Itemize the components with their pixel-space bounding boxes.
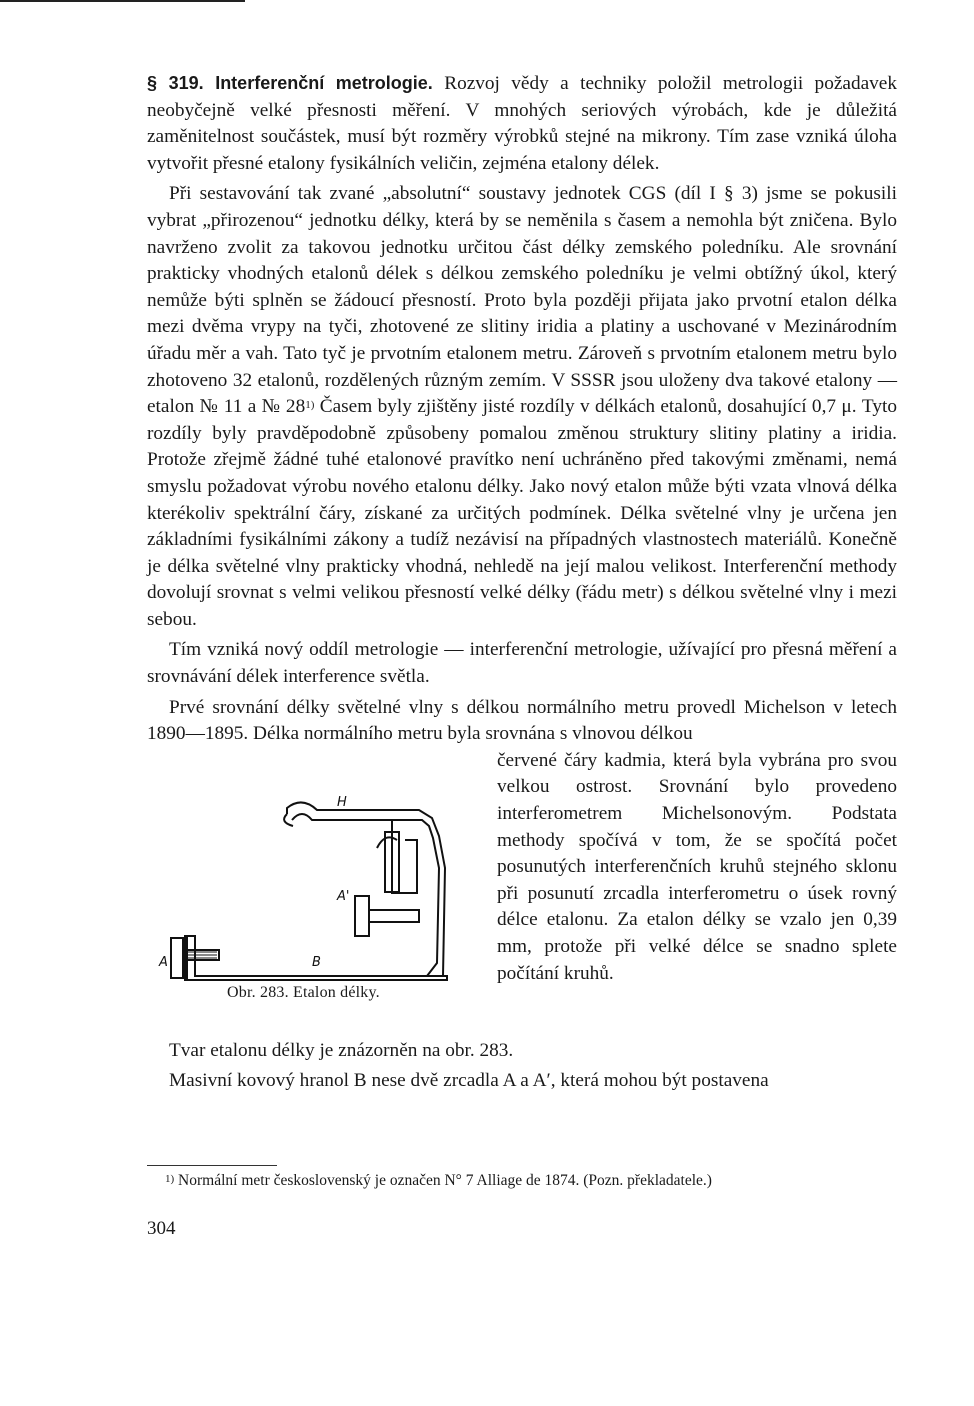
top-rule xyxy=(0,0,245,2)
footnote-rule xyxy=(147,1165,277,1166)
footnote-text: Normální metr československý je označen N° 7 Alliage de 1874. (Pozn. překladatele.) xyxy=(178,1172,712,1189)
footnote-marker: 1) xyxy=(305,399,315,412)
paragraph-1 xyxy=(147,181,897,633)
paragraph-1-continued: Časem byly zjištěny jisté rozdíly v délkách etalonů, dosahující 0,7 μ. Tyto rozdíly byly pravděpodobně způsobeny pomalou změnou struktury slitiny platiny a iridia. Protože zřejmě žádné tuhé etalonové pravítko není uchráněno před takovými změnami, nemá smyslu požadovat výrobu nového etalonu délky. Jako nový etalon může býti vzata vlnová délka kterékoliv spektrální čáry, získané za určitých podmínek. Délka světelné vlny je určena jen základními fysikálními zákony a tudíž nezávisí na případných vlastnostech materiálů. Konečně je délka světelné vlny prakticky vhodná, nehledě na její malou velikost. Interferenční methody dovolují srovnat s velmi velikou přesností velké délky (řádu metr) s délkou světelné vlny i mezi sebou. xyxy=(147,396,897,630)
footnote-number: 1) xyxy=(165,1173,175,1185)
mirror-a-prime xyxy=(355,896,369,936)
hook-h xyxy=(284,814,293,826)
label-h: H xyxy=(337,794,347,810)
intro-paragraph xyxy=(147,70,897,177)
paragraph-3: Prvé srovnání délky světelné vlny s délkou normálního metru provedl Michelson v letech 1890—1895. Délka normálního metru byla srovnána s vlnovou délkou xyxy=(147,696,897,745)
inner-arm xyxy=(392,820,417,893)
footnote xyxy=(165,1170,712,1192)
paragraph-1-text: Při sestavování tak zvané „absolutní“ soustavy jednotek CGS (díl I § 3) jsme se pokusili vybrat „přirozenou“ jednotku délky, která by se neměnila s časem a nemohla být zničena. Bylo navrženo zvolit za takovou jednotku určitou část délky zemského poledníku. Ale srovnání prakticky vhodných etalonů délek s délkou zemského poledníku je velmi obtížný úkol, který nemůže býti splněn se žádoucí přesností. Proto byla později přijata jako prvotní etalon délka mezi dvěma vrypy na tyči, zhotovené ze slitiny iridia a platiny a uschované v Mezinárodním úřadu měr a vah. Tato tyč je prvotním etalonem metru. Zároveň s prvotním etalonem metru bylo zhotoveno 32 etalonů, rozdělených různým zemím. V SSSR jsou uloženy dva takové etalony — etalon № 11 a № 28 xyxy=(147,183,897,418)
paragraph-5: Masivní kovový hranol B nese dvě zrcadla A a A′, která mohou být postavena xyxy=(169,1070,769,1092)
side-text-block xyxy=(497,748,897,987)
paragraph-2: Tím vzniká nový oddíl metrologie — interferenční metrologie, užívající pro přesná měření a srovnávání délek interference světla. xyxy=(147,639,897,688)
figure-caption: Obr. 283. Etalon délky. xyxy=(227,983,380,1001)
page-number: 304 xyxy=(147,1218,176,1239)
figure-block xyxy=(147,748,897,1038)
intro-text: Rozvoj vědy a techniky položil metrologii požadavek neobyčejně velké přesnosti měření. V mnohých seriových výrobách, kde je důležitá zaměnitelnost součástek, musí být rozměry výrobků stejné na mikrony. Tím zase vzniká úloha vytvořit přesné etalony fysikálních veličin, zejména etalony délek. xyxy=(147,73,897,174)
paragraph-4: Tvar etalonu délky je znázorněn na obr. 283. xyxy=(169,1039,514,1061)
label-a: A xyxy=(159,954,168,970)
label-a-prime: A' xyxy=(337,888,350,904)
label-b: B xyxy=(312,954,321,970)
mirror-a xyxy=(171,938,183,978)
page-body xyxy=(147,70,897,1095)
side-text: červené čáry kadmia, která byla vybrána pro svou velkou ostrost. Srovnání bylo provedeno interferometrem Michelsonovým. Podstata methody spočívá v tom, že se spočítá počet posunutých interferenčních kruhů stejného sklonu při posunutí zrcadla interferometru o úsek rovný délce etalonu. Za etalon délky se vzalo jen 0,39 mm, protože při velké délce se snadno splete počítání kruhů. xyxy=(497,749,897,984)
section-heading: § 319. Interferenční metrologie. xyxy=(147,73,433,93)
